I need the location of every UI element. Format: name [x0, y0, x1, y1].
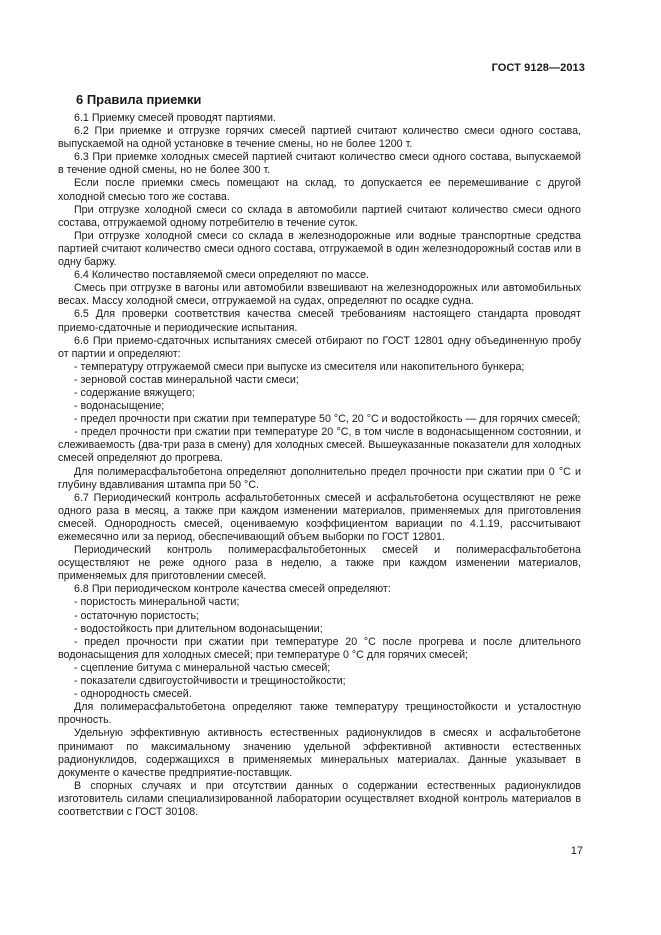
list-item: - остаточную пористость;	[74, 609, 200, 622]
paragraph: 6.5 Для проверки соответствия качества смесей требованиям настоящего стандарта проводят приемо-сдаточные и периодические испытания.	[58, 308, 581, 334]
list-item: - зерновой состав минеральной части смеси;	[74, 373, 299, 386]
list-item: - водостойкость при длительном водонасыщении;	[74, 622, 323, 635]
paragraph: При отгрузке холодной смеси со склада в железнодорожные или водные транспортные средства партией считают количество смеси одного состава, отгружаемой в один железнодорожный состав или в одну баржу.	[58, 229, 581, 269]
paragraph: 6.7 Периодический контроль асфальтобетонных смесей и асфальтобетона осуществляют не реже одного раза в месяц, а также при каждом изменении материалов, применяемых для приготовления смесей. Однородность смесей, оцениваемую коэффициентом вариации по 4.1.19, рассчитывают ежемесячно или за период, обеспечивающий объем выборки по ГОСТ 12801.	[58, 491, 581, 543]
section-title: 6 Правила приемки	[76, 92, 202, 107]
paragraph: В спорных случаях и при отсутствии данных о содержании естественных радионуклидов изготовитель силами специализированной лаборатории осуществляет входной контроль материалов в соответствии с ГОСТ 30108.	[58, 779, 581, 818]
paragraph: Смесь при отгрузке в вагоны или автомобили взвешивают на железнодорожных или автомобильных весах. Массу холодной смеси, отгружаемой на судах, определяют по осадке судна.	[58, 282, 581, 308]
paragraph: При отгрузке холодной смеси со склада в автомобили партией считают количество смеси одного состава, отгружаемой одному потребителю в течение суток.	[58, 203, 581, 229]
list-item: - предел прочности при сжатии при температуре 50 °С, 20 °С и водостойкость — для горячих смесей;	[74, 413, 581, 426]
section-body	[58, 112, 581, 819]
paragraph: Периодический контроль полимерасфальтобетонных смесей и полимерасфальтобетона осуществляют не реже одного раза в неделю, а также при каждом изменении материалов, применяемых для приготовлении смесей.	[58, 544, 581, 583]
paragraph: 6.2 При приемке и отгрузке горячих смесей партией считают количество смеси одного состава, выпускаемой на одной установке в течение смены, но не более 1200 т.	[58, 125, 581, 151]
page-number: 17	[570, 845, 583, 857]
paragraph: Удельную эффективную активность естественных радионуклидов в смесях и асфальтобетоне принимают по максимальному значению удельной эффективной активности естественных радионуклидов, содержащихся в применяемых минеральных материалах. Данные указывает в документе о качестве предприятие-поставщик.	[58, 727, 581, 779]
paragraph: 6.3 При приемке холодных смесей партией считают количество смеси одного состава, выпускаемой в течение одной смены, но не более 300 т.	[58, 151, 581, 177]
paragraph: Если после приемки смесь помещают на склад, то допускается ее перемешивание с другой холодной смесью того же состава.	[58, 177, 581, 203]
paragraph: 6.4 Количество поставляемой смеси определяют по массе.	[74, 269, 370, 282]
list-item: - предел прочности при сжатии при температуре 20 °С, в том числе в водонасыщенном состоянии, и слеживаемость (два-три раза в смену) для холодных смесей. Вышеуказанные показатели для холодных смесей определяют до прогрева.	[58, 426, 581, 465]
paragraph: Для полимерасфальтобетона определяют дополнительно предел прочности при сжатии при 0 °С и глубину вдавливания штампа при 50 °С.	[58, 465, 581, 491]
list-item: - предел прочности при сжатии при температуре 20 °С после прогрева и после длительного водонасыщения для холодных смесей; при температуре 0 °С для горячих смесей;	[58, 635, 581, 661]
list-item: - температуру отгружаемой смеси при выпуске из смесителя или накопительного бункера;	[74, 360, 525, 373]
list-item: - показатели сдвигоустойчивости и трещиностойкости;	[74, 675, 346, 688]
paragraph: 6.6 При приемо-сдаточных испытаниях смесей отбирают по ГОСТ 12801 одну объединенную пробу от партии и определяют:	[58, 334, 581, 360]
list-item: - сцепление битума с минеральной частью смесей;	[74, 661, 331, 674]
paragraph: 6.1 Приемку смесей проводят партиями.	[74, 112, 276, 124]
standard-header: ГОСТ 9128—2013	[491, 62, 585, 74]
list-item: - однородность смесей.	[74, 688, 192, 701]
list-item: - пористость минеральной части;	[74, 596, 240, 609]
paragraph: Для полимерасфальтобетона определяют также температуру трещиностойкости и усталостную прочность.	[58, 701, 581, 727]
list-item: - содержание вяжущего;	[74, 386, 195, 399]
paragraph: 6.8 При периодическом контроле качества смесей определяют:	[74, 583, 391, 596]
list-item: - водонасыщение;	[74, 400, 165, 413]
